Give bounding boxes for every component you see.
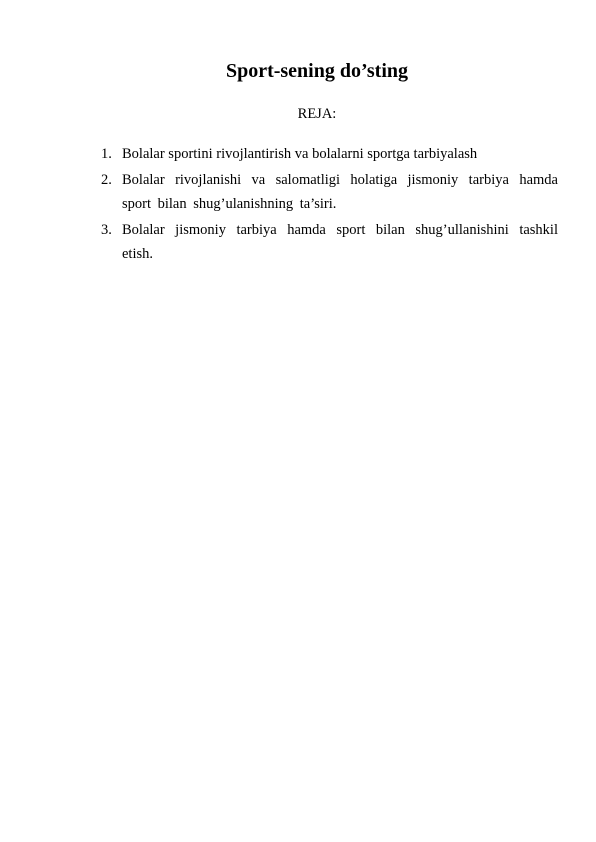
plan-heading: REJA:	[297, 106, 337, 122]
plan-list	[101, 142, 558, 268]
plan-item-number: 1.	[101, 146, 112, 162]
plan-item-text: Bolalar rivojlanishi va salomatligi holatiga jismoniy tarbiya hamda sport bilan shug’ulanishning ta’siri.	[122, 172, 558, 212]
page-title: Sport-sening do’sting	[225, 60, 409, 82]
plan-item-text: Bolalar sportini rivojlantirish va bolalarni sportga tarbiyalash	[122, 146, 478, 162]
plan-item-3	[101, 218, 558, 266]
plan-item-number: 3.	[101, 222, 112, 238]
plan-item-1	[101, 142, 558, 166]
plan-item-text: Bolalar jismoniy tarbiya hamda sport bilan shug’ullanishini tashkil etish.	[122, 222, 558, 262]
plan-item-2	[101, 168, 558, 216]
plan-item-number: 2.	[101, 172, 112, 188]
